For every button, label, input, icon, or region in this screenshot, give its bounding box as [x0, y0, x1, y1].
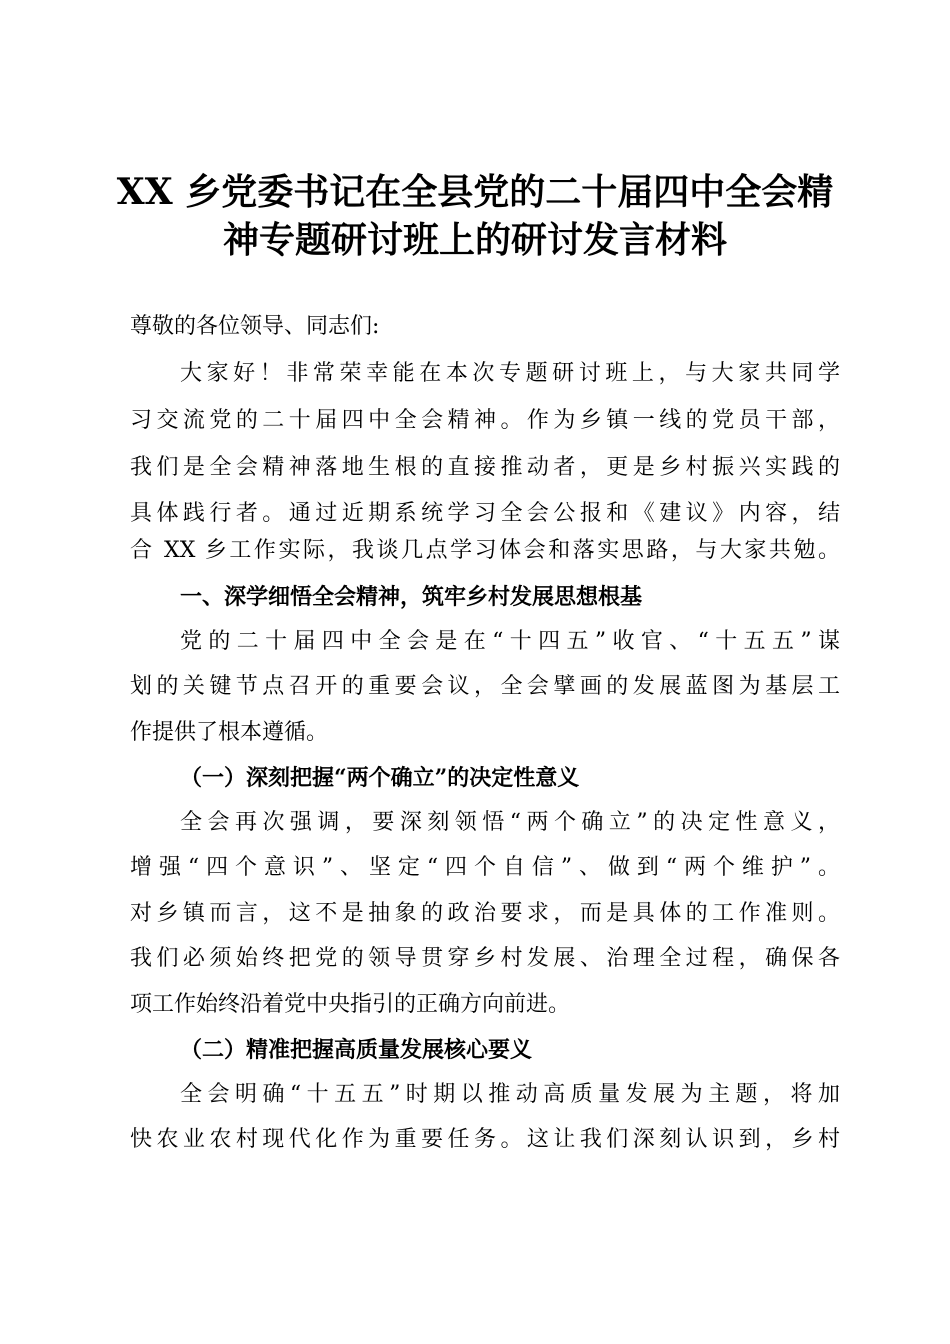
paragraph-line: 我们必须始终把党的领导贯穿乡村发展、治理全过程，确保各	[130, 946, 840, 971]
paragraph-line: 全会再次强调，要深刻领悟“两个确立”的决定性意义，	[180, 810, 840, 835]
document-title-line-1: XX 乡党委书记在全县党的二十届四中全会精	[116, 171, 834, 213]
paragraph-line: 具体践行者。通过近期系统学习全会公报和《建议》内容，结	[130, 501, 840, 526]
paragraph-line: 对乡镇而言，这不是抽象的政治要求，而是具体的工作准则。	[130, 901, 840, 926]
subsection-heading: （一）深刻把握“两个确立”的决定性意义	[180, 765, 580, 791]
paragraph-line: 习交流党的二十届四中全会精神。作为乡镇一线的党员干部，	[130, 408, 840, 433]
paragraph-line: 快农业农村现代化作为重要任务。这让我们深刻认识到，乡村	[130, 1127, 840, 1152]
paragraph-line: 全会明确“十五五”时期以推动高质量发展为主题，将加	[180, 1082, 840, 1107]
paragraph-line: 我们是全会精神落地生根的直接推动者，更是乡村振兴实践的	[130, 455, 840, 480]
salutation: 尊敬的各位领导、同志们:	[130, 314, 380, 339]
paragraph-line: 合 XX 乡工作实际，我谈几点学习体会和落实思路，与大家共勉。	[130, 538, 840, 563]
paragraph-line: 划的关键节点召开的重要会议，全会擘画的发展蓝图为基层工	[130, 674, 840, 699]
section-heading: 一、深学细悟全会精神，筑牢乡村发展思想根基	[180, 584, 643, 610]
document-title-line-2: 神专题研讨班上的研讨发言材料	[222, 219, 727, 261]
paragraph-line: 大家好！非常荣幸能在本次专题研讨班上，与大家共同学	[180, 361, 840, 386]
subsection-heading: （二）精准把握高质量发展核心要义	[180, 1037, 533, 1063]
paragraph-line: 增强“四个意识”、坚定“四个自信”、做到“两个维护”。	[130, 855, 840, 880]
paragraph-line: 党的二十届四中全会是在“十四五”收官、“十五五”谋	[180, 629, 840, 654]
paragraph-line: 作提供了根本遵循。	[130, 720, 329, 745]
paragraph-line: 项工作始终沿着党中央指引的正确方向前进。	[130, 992, 571, 1017]
